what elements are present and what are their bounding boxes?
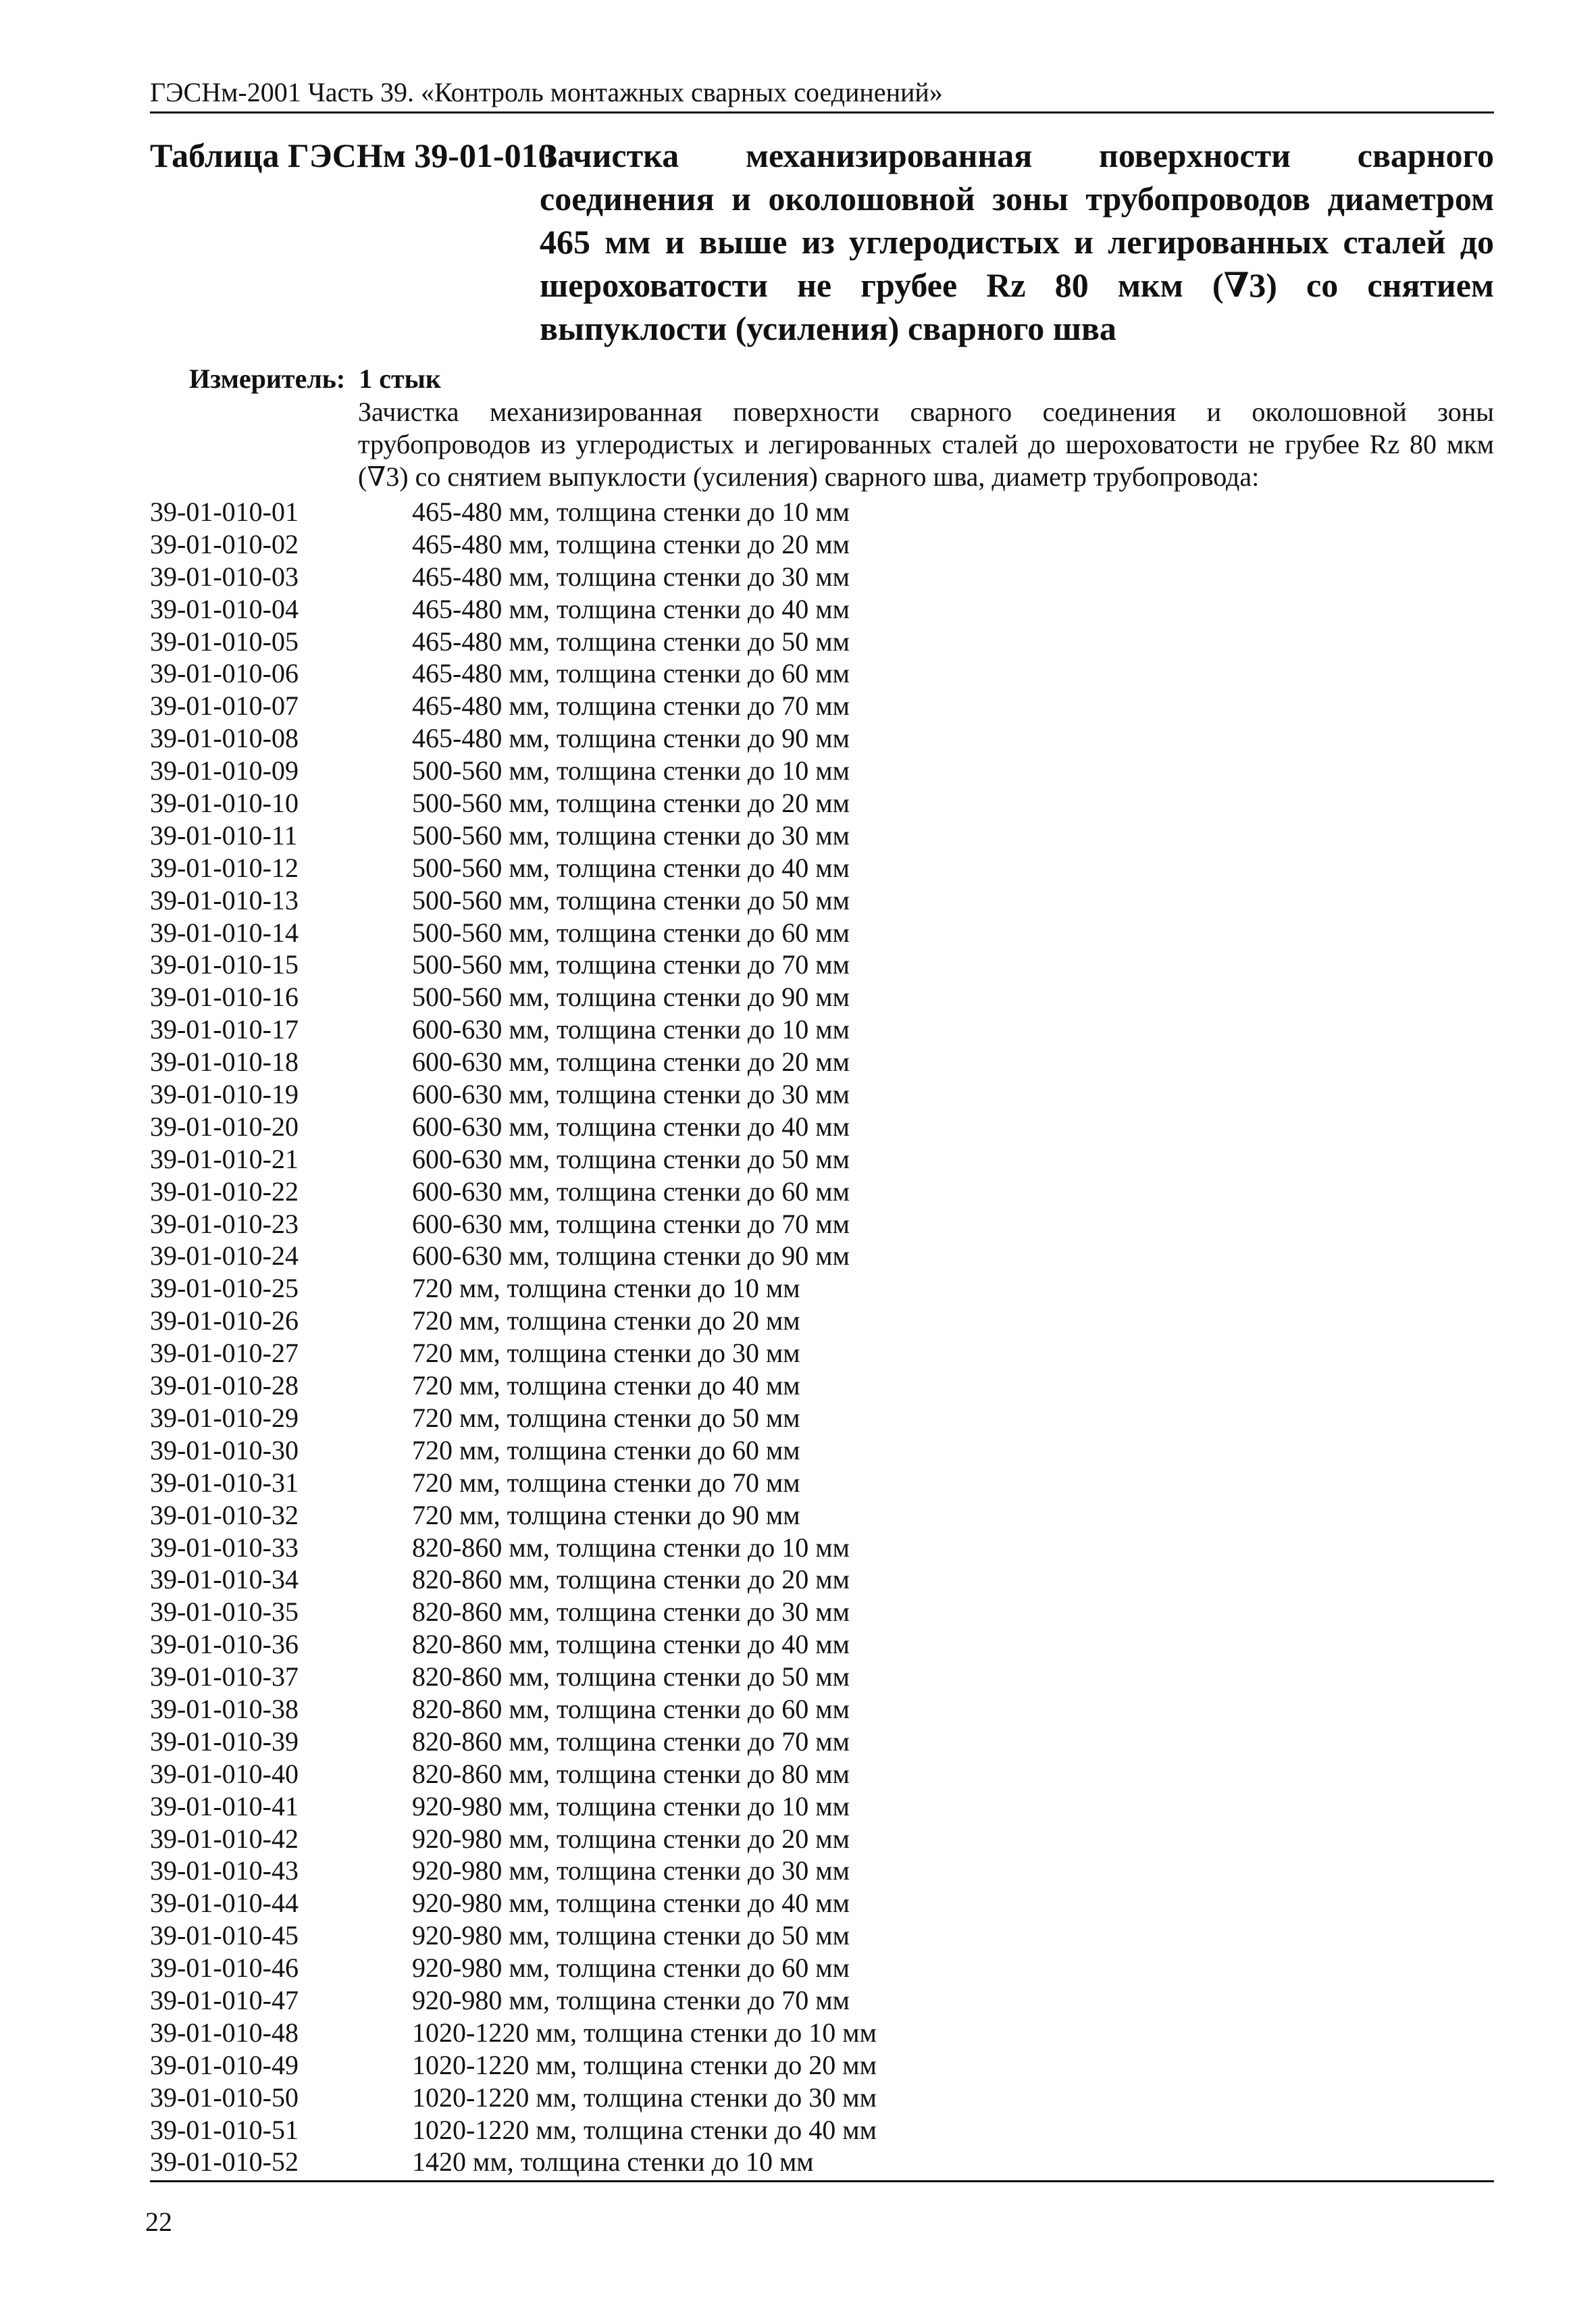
rate-code: 39-01-010-37 (150, 1661, 299, 1692)
rate-code: 39-01-010-14 (150, 917, 299, 948)
table-row (150, 1919, 1494, 1952)
rate-description: 820-860 мм, толщина стенки до 80 мм (412, 1758, 850, 1789)
rate-list (150, 496, 1494, 2178)
table-row (150, 884, 1494, 917)
rate-code: 39-01-010-30 (150, 1434, 299, 1465)
running-header: ГЭСНм-2001 Часть 39. «Контроль монтажных сварных соединений» (150, 77, 943, 107)
rate-description: 600-630 мм, толщина стенки до 10 мм (412, 1014, 850, 1045)
rate-code: 39-01-010-18 (150, 1047, 299, 1078)
rate-description: 920-980 мм, толщина стенки до 30 мм (412, 1855, 850, 1886)
rate-description: 465-480 мм, толщина стенки до 90 мм (412, 723, 850, 754)
table-row (150, 561, 1494, 593)
table-row (150, 1855, 1494, 1887)
rate-description: 820-860 мм, толщина стенки до 10 мм (412, 1532, 850, 1563)
table-row (150, 496, 1494, 528)
table-row (150, 1532, 1494, 1564)
table-row (150, 528, 1494, 561)
rate-description: 465-480 мм, толщина стенки до 30 мм (412, 561, 850, 592)
rate-code: 39-01-010-38 (150, 1693, 299, 1724)
rate-description: 600-630 мм, толщина стенки до 60 мм (412, 1176, 850, 1207)
table-row (150, 2146, 1494, 2178)
rate-code: 39-01-010-26 (150, 1305, 299, 1336)
rate-code: 39-01-010-32 (150, 1499, 299, 1530)
page-number: 22 (145, 2207, 172, 2237)
table-row (150, 626, 1494, 658)
rate-description: 720 мм, толщина стенки до 40 мм (412, 1370, 800, 1401)
table-row (150, 722, 1494, 755)
table-row (150, 593, 1494, 626)
meter-line (189, 362, 441, 396)
table-row (150, 1143, 1494, 1176)
rate-description: 820-860 мм, толщина стенки до 70 мм (412, 1726, 850, 1757)
rate-code: 39-01-010-34 (150, 1564, 299, 1595)
rate-code: 39-01-010-06 (150, 658, 299, 689)
rate-code: 39-01-010-03 (150, 561, 299, 592)
table-row (150, 852, 1494, 884)
rate-code: 39-01-010-36 (150, 1629, 299, 1660)
rate-description: 500-560 мм, толщина стенки до 90 мм (412, 982, 850, 1013)
table-row (150, 1078, 1494, 1111)
rate-description: 465-480 мм, толщина стенки до 50 мм (412, 626, 850, 657)
rate-description: 1020-1220 мм, толщина стенки до 20 мм (412, 2049, 877, 2080)
rate-description: 465-480 мм, толщина стенки до 20 мм (412, 528, 850, 559)
rate-description: 720 мм, толщина стенки до 60 мм (412, 1434, 800, 1465)
rate-description: 920-980 мм, толщина стенки до 20 мм (412, 1823, 850, 1854)
rate-code: 39-01-010-31 (150, 1467, 299, 1498)
table-row (150, 755, 1494, 787)
table-title-block (150, 134, 1494, 350)
rate-description: 600-630 мм, толщина стенки до 40 мм (412, 1111, 850, 1142)
rate-description: 720 мм, толщина стенки до 90 мм (412, 1499, 800, 1530)
table-row (150, 2049, 1494, 2082)
rate-description: 1020-1220 мм, толщина стенки до 30 мм (412, 2082, 877, 2113)
table-title-text: Зачистка механизированная поверхности сварного соединения и околошовной зоны трубопроводов диаметром 465 мм и выше из углеродистых и легированных сталей до шероховатости не грубее Rz 80 мкм (∇3) со снятием выпуклости (усиления) сварного шва (540, 136, 1494, 347)
rate-code: 39-01-010-21 (150, 1143, 299, 1174)
table-row (150, 1758, 1494, 1790)
rate-code: 39-01-010-42 (150, 1823, 299, 1854)
rate-code: 39-01-010-29 (150, 1402, 299, 1433)
rate-code: 39-01-010-33 (150, 1532, 299, 1563)
table-row (150, 1726, 1494, 1758)
rate-description: 500-560 мм, толщина стенки до 40 мм (412, 852, 850, 883)
rate-description: 920-980 мм, толщина стенки до 40 мм (412, 1888, 850, 1919)
table-row (150, 917, 1494, 949)
table-row (150, 1563, 1494, 1596)
rate-description: 720 мм, толщина стенки до 30 мм (412, 1338, 800, 1369)
rate-description: 820-860 мм, толщина стенки до 20 мм (412, 1564, 850, 1595)
table-row (150, 1272, 1494, 1305)
table-row (150, 1305, 1494, 1337)
rate-code: 39-01-010-09 (150, 755, 299, 786)
table-row (150, 2114, 1494, 2146)
rate-description: 920-980 мм, толщина стенки до 60 мм (412, 1953, 850, 1984)
table-row (150, 1661, 1494, 1693)
rate-description: 600-630 мм, толщина стенки до 20 мм (412, 1047, 850, 1078)
rate-code: 39-01-010-05 (150, 626, 299, 657)
rate-description: 500-560 мм, толщина стенки до 60 мм (412, 917, 850, 948)
rate-code: 39-01-010-46 (150, 1953, 299, 1984)
table-row (150, 690, 1494, 722)
table-row (150, 1111, 1494, 1143)
table-row (150, 1790, 1494, 1823)
meter-value: 1 стык (359, 363, 441, 394)
rate-code: 39-01-010-47 (150, 1984, 299, 2015)
rate-code: 39-01-010-11 (150, 820, 298, 851)
table-title-prefix: Таблица ГЭСНм 39-01-010 (150, 136, 555, 174)
rate-code: 39-01-010-49 (150, 2049, 299, 2080)
rate-description: 500-560 мм, толщина стенки до 70 мм (412, 949, 850, 980)
rate-description: 600-630 мм, толщина стенки до 30 мм (412, 1079, 850, 1110)
table-row (150, 1013, 1494, 1046)
meter-label: Измеритель: (189, 363, 346, 394)
rate-code: 39-01-010-17 (150, 1014, 299, 1045)
rate-code: 39-01-010-52 (150, 2146, 299, 2178)
rate-description: 820-860 мм, толщина стенки до 60 мм (412, 1693, 850, 1724)
rate-description: 465-480 мм, толщина стенки до 10 мм (412, 497, 850, 527)
rate-description: 820-860 мм, толщина стенки до 50 мм (412, 1661, 850, 1692)
rate-description: 820-860 мм, толщина стенки до 40 мм (412, 1629, 850, 1660)
rate-description: 1420 мм, толщина стенки до 10 мм (412, 2146, 814, 2178)
table-row (150, 1240, 1494, 1272)
rate-description: 465-480 мм, толщина стенки до 60 мм (412, 658, 850, 689)
rate-description: 920-980 мм, толщина стенки до 10 мм (412, 1790, 850, 1821)
table-row (150, 949, 1494, 981)
rate-code: 39-01-010-48 (150, 2017, 299, 2048)
rate-description: 500-560 мм, толщина стенки до 10 мм (412, 755, 850, 786)
rate-code: 39-01-010-07 (150, 690, 299, 722)
table-row (150, 1467, 1494, 1499)
table-row (150, 1984, 1494, 2017)
rate-description: 720 мм, толщина стенки до 10 мм (412, 1273, 800, 1304)
table-row (150, 1628, 1494, 1661)
rate-code: 39-01-010-51 (150, 2114, 299, 2145)
rate-code: 39-01-010-08 (150, 723, 299, 754)
rate-code: 39-01-010-35 (150, 1596, 299, 1628)
header-rule (150, 111, 1494, 114)
rate-description: 720 мм, толщина стенки до 70 мм (412, 1467, 800, 1498)
rate-code: 39-01-010-50 (150, 2082, 299, 2113)
rate-code: 39-01-010-23 (150, 1208, 299, 1239)
table-row (150, 787, 1494, 820)
rate-code: 39-01-010-25 (150, 1273, 299, 1304)
rate-description: 500-560 мм, толщина стенки до 50 мм (412, 884, 850, 915)
table-row (150, 1337, 1494, 1369)
rate-code: 39-01-010-04 (150, 593, 299, 624)
rate-code: 39-01-010-19 (150, 1079, 299, 1110)
table-row (150, 1693, 1494, 1726)
table-row (150, 1176, 1494, 1208)
rate-description: 465-480 мм, толщина стенки до 40 мм (412, 593, 850, 624)
rate-code: 39-01-010-24 (150, 1240, 299, 1272)
table-row (150, 2017, 1494, 2049)
table-row (150, 2082, 1494, 2114)
table-row (150, 1402, 1494, 1434)
table-row (150, 1434, 1494, 1467)
rate-code: 39-01-010-44 (150, 1888, 299, 1919)
rate-code: 39-01-010-16 (150, 982, 299, 1013)
table-row (150, 1887, 1494, 1919)
rate-description: 500-560 мм, толщина стенки до 20 мм (412, 788, 850, 819)
table-row (150, 1208, 1494, 1240)
table-row (150, 1369, 1494, 1402)
rate-code: 39-01-010-41 (150, 1790, 299, 1821)
rate-code: 39-01-010-45 (150, 1920, 299, 1951)
rate-code: 39-01-010-39 (150, 1726, 299, 1757)
rate-code: 39-01-010-02 (150, 528, 299, 559)
rate-description: 1020-1220 мм, толщина стенки до 10 мм (412, 2017, 877, 2048)
table-row (150, 820, 1494, 852)
rate-code: 39-01-010-28 (150, 1370, 299, 1401)
rate-code: 39-01-010-13 (150, 884, 299, 915)
rate-description: 600-630 мм, толщина стенки до 50 мм (412, 1143, 850, 1174)
rate-description: 465-480 мм, толщина стенки до 70 мм (412, 690, 850, 722)
rate-code: 39-01-010-12 (150, 852, 299, 883)
table-row (150, 1596, 1494, 1628)
rate-code: 39-01-010-40 (150, 1758, 299, 1789)
rate-code: 39-01-010-15 (150, 949, 299, 980)
rate-code: 39-01-010-20 (150, 1111, 299, 1142)
table-row (150, 981, 1494, 1013)
rate-description: 720 мм, толщина стенки до 50 мм (412, 1402, 800, 1433)
rate-code: 39-01-010-22 (150, 1176, 299, 1207)
rate-code: 39-01-010-01 (150, 497, 299, 527)
table-row (150, 1823, 1494, 1855)
rate-description: 720 мм, толщина стенки до 20 мм (412, 1305, 800, 1336)
rate-description: 920-980 мм, толщина стенки до 70 мм (412, 1984, 850, 2015)
rate-code: 39-01-010-43 (150, 1855, 299, 1886)
rate-description: 820-860 мм, толщина стенки до 30 мм (412, 1596, 850, 1628)
footer-rule (150, 2180, 1494, 2182)
table-row (150, 1952, 1494, 1984)
table-row (150, 657, 1494, 690)
table-row (150, 1499, 1494, 1532)
rate-description: 600-630 мм, толщина стенки до 70 мм (412, 1208, 850, 1239)
rate-description: 920-980 мм, толщина стенки до 50 мм (412, 1920, 850, 1951)
table-row (150, 1046, 1494, 1078)
rate-description: 600-630 мм, толщина стенки до 90 мм (412, 1240, 850, 1272)
section-description: Зачистка механизированная поверхности сварного соединения и околошовной зоны трубопроводов из углеродистых и легированных сталей до шероховатости не грубее Rz 80 мкм (∇3) со снятием выпуклости (усиления) сварного шва, диаметр трубопровода: (358, 397, 1494, 492)
rate-description: 500-560 мм, толщина стенки до 30 мм (412, 820, 850, 851)
rate-code: 39-01-010-10 (150, 788, 299, 819)
rate-description: 1020-1220 мм, толщина стенки до 40 мм (412, 2114, 877, 2145)
rate-code: 39-01-010-27 (150, 1338, 299, 1369)
